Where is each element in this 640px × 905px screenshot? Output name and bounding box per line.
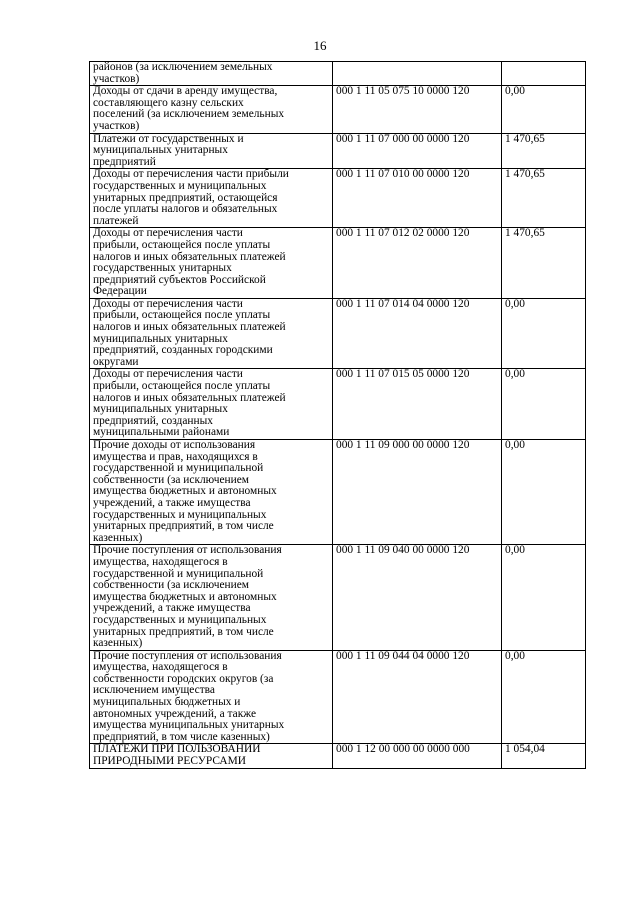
amount-cell: 0,00 bbox=[502, 298, 586, 369]
amount-cell: 1 470,65 bbox=[502, 133, 586, 169]
budget-code-cell: 000 1 11 07 014 04 0000 120 bbox=[333, 298, 502, 369]
table-row bbox=[90, 228, 586, 299]
table-row bbox=[90, 545, 586, 650]
table-row bbox=[90, 650, 586, 744]
table-row bbox=[90, 169, 586, 228]
budget-code-cell: 000 1 11 07 000 00 0000 120 bbox=[333, 133, 502, 169]
budget-code-cell: 000 1 11 07 012 02 0000 120 bbox=[333, 228, 502, 299]
revenue-name-cell: Прочие поступления от использования имущества, находящегося в государственной и муниципальной собственности (за исключением имущества бюджетных и автономных учреждений, а также имущества государственных и муниципальных унитарных предприятий, в том числе казенных) bbox=[90, 545, 333, 650]
revenue-name-cell: Доходы от перечисления части прибыли, остающейся после уплаты налогов и иных обязательных платежей муниципальных унитарных предприятий, созданных муниципальными районами bbox=[90, 369, 333, 440]
amount-cell: 0,00 bbox=[502, 440, 586, 545]
revenue-table bbox=[89, 61, 586, 769]
amount-cell: 0,00 bbox=[502, 369, 586, 440]
revenue-name-cell: Доходы от перечисления части прибыли, остающейся после уплаты налогов и иных обязательных платежей муниципальных унитарных предприятий, созданных городскими округами bbox=[90, 298, 333, 369]
amount-cell: 1 470,65 bbox=[502, 169, 586, 228]
budget-code-cell: 000 1 11 09 040 00 0000 120 bbox=[333, 545, 502, 650]
revenue-name-cell: ПЛАТЕЖИ ПРИ ПОЛЬЗОВАНИИ ПРИРОДНЫМИ РЕСУРСАМИ bbox=[90, 744, 333, 768]
revenue-name-cell: Прочие поступления от использования имущества, находящегося в собственности городских округов (за исключением имущества муниципальных бюджетных и автономных учреждений, а также имущества муниципальных унитарных предприятий, в том числе казенных) bbox=[90, 650, 333, 744]
budget-code-cell: 000 1 11 07 015 05 0000 120 bbox=[333, 369, 502, 440]
budget-code-cell: 000 1 11 09 000 00 0000 120 bbox=[333, 440, 502, 545]
table-row bbox=[90, 133, 586, 169]
revenue-name-cell: Платежи от государственных и муниципальных унитарных предприятий bbox=[90, 133, 333, 169]
revenue-name-cell: Прочие доходы от использования имущества и прав, находящихся в государственной и муниципальной собственности (за исключением имущества бюджетных и автономных учреждений, а также имущества государственных и муниципальных унитарных предприятий, в том числе казенных) bbox=[90, 440, 333, 545]
amount-cell: 0,00 bbox=[502, 86, 586, 133]
amount-cell: 0,00 bbox=[502, 650, 586, 744]
amount-cell: 0,00 bbox=[502, 545, 586, 650]
table-row bbox=[90, 440, 586, 545]
table-row bbox=[90, 369, 586, 440]
revenue-name-cell: районов (за исключением земельных участков) bbox=[90, 62, 333, 86]
table-row bbox=[90, 744, 586, 768]
table-row bbox=[90, 86, 586, 133]
budget-code-cell: 000 1 11 07 010 00 0000 120 bbox=[333, 169, 502, 228]
revenue-name-cell: Доходы от перечисления части прибыли государственных и муниципальных унитарных предприятий, остающейся после уплаты налогов и обязательных платежей bbox=[90, 169, 333, 228]
revenue-name-cell: Доходы от перечисления части прибыли, остающейся после уплаты налогов и иных обязательных платежей государственных унитарных предприятий субъектов Российской Федерации bbox=[90, 228, 333, 299]
budget-code-cell: 000 1 11 09 044 04 0000 120 bbox=[333, 650, 502, 744]
table-row bbox=[90, 298, 586, 369]
budget-code-cell: 000 1 12 00 000 00 0000 000 bbox=[333, 744, 502, 768]
amount-cell: 1 470,65 bbox=[502, 228, 586, 299]
amount-cell: 1 054,04 bbox=[502, 744, 586, 768]
budget-code-cell bbox=[333, 62, 502, 86]
budget-code-cell: 000 1 11 05 075 10 0000 120 bbox=[333, 86, 502, 133]
table-row bbox=[90, 62, 586, 86]
revenue-name-cell: Доходы от сдачи в аренду имущества, составляющего казну сельских поселений (за исключением земельных участков) bbox=[90, 86, 333, 133]
page-number: 16 bbox=[313, 38, 327, 53]
amount-cell bbox=[502, 62, 586, 86]
